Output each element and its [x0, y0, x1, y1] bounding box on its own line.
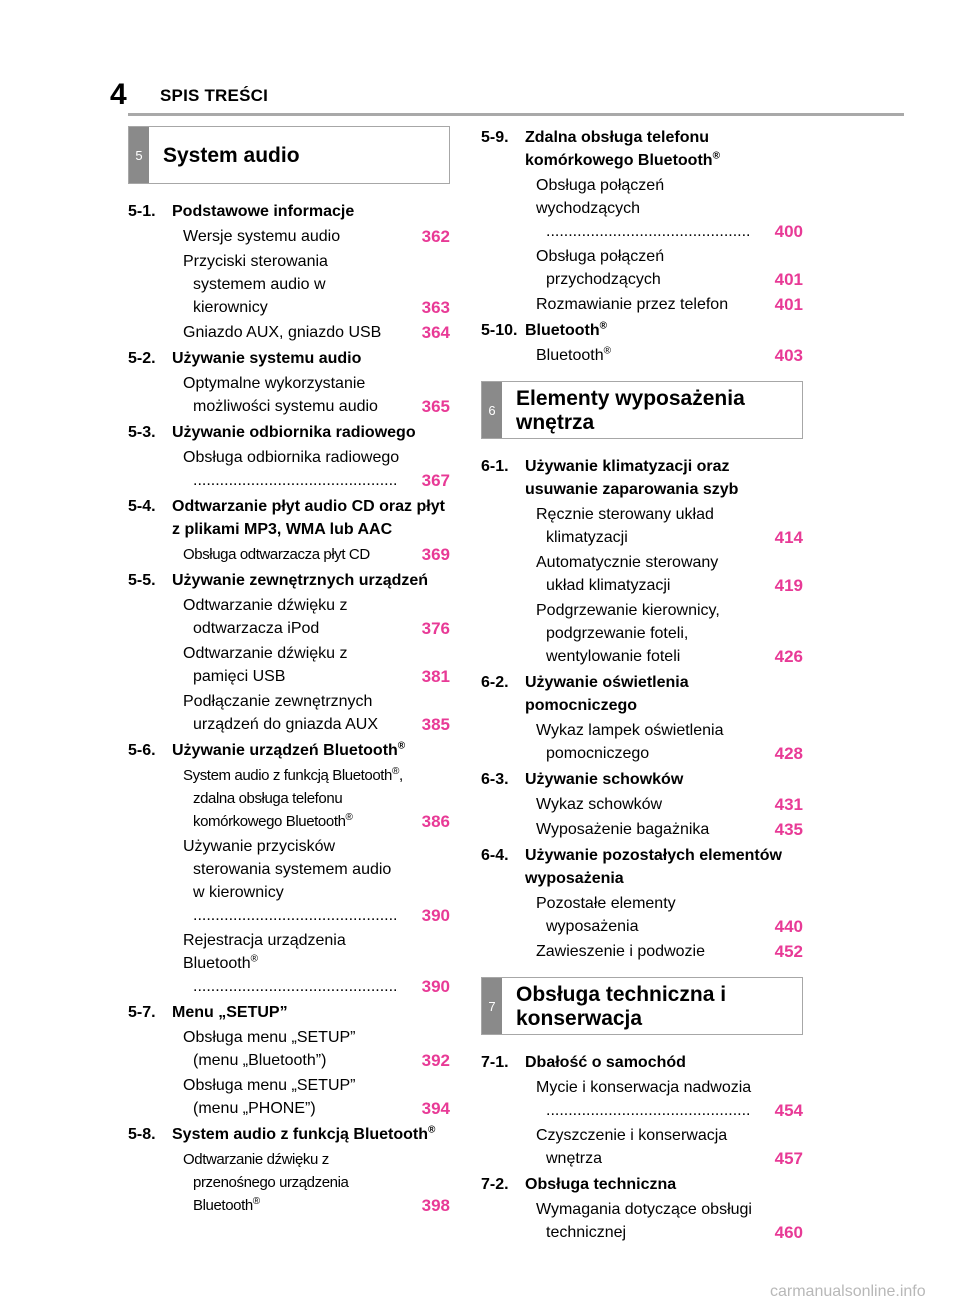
section-heading: 5-10. Bluetooth®	[481, 320, 608, 339]
toc-entry[interactable]: Wykaz lampek oświetlenia pomocniczego 428	[536, 722, 803, 763]
toc-entry[interactable]: Rejestracja urządzenia Bluetooth® .............................................. 390	[183, 932, 450, 996]
section-heading: 5-7. Menu „SETUP”	[128, 1004, 288, 1021]
toc-entry[interactable]: Odtwarzanie dźwięku z odtwarzacza iPod 376	[183, 597, 450, 638]
chapter-title: Elementy wyposażenia wnętrza	[516, 387, 745, 434]
page-link[interactable]: 440	[774, 917, 803, 936]
page-link[interactable]: 369	[421, 545, 450, 564]
toc-entry[interactable]: Podgrzewanie kierownicy, podgrzewanie foteli, wentylowanie foteli 426	[536, 602, 803, 666]
chapter-tab: 7	[482, 978, 502, 1034]
toc-entry[interactable]: Odtwarzanie dźwięku z pamięci USB 381	[183, 645, 450, 686]
toc-entry[interactable]: Wyposażenie bagażnika 435	[536, 820, 803, 839]
toc-entry[interactable]: Optymalne wykorzystanie możliwości systemu audio 365	[183, 375, 450, 416]
toc-entry[interactable]: Mycie i konserwacja nadwozia .............................................. 454	[536, 1079, 803, 1120]
section-heading: 6-2. Używanie oświetlenia pomocniczego	[481, 674, 689, 714]
toc-entry[interactable]: Przyciski sterowania systemem audio w kierownicy 363	[183, 253, 450, 317]
section-heading: 5-5. Używanie zewnętrznych urządzeń	[128, 572, 429, 589]
toc-entry[interactable]: Wymagania dotyczące obsługi technicznej 460	[536, 1201, 803, 1242]
page-link[interactable]: 414	[774, 528, 803, 547]
watermark: carmanualsonline.info	[770, 1283, 926, 1300]
page-link[interactable]: 431	[774, 795, 803, 814]
toc-entry[interactable]: Zawieszenie i podwozie 452	[536, 942, 803, 961]
page-link[interactable]: 362	[421, 227, 450, 246]
toc-entry[interactable]: Obsługa menu „SETUP” (menu „Bluetooth”) 392	[183, 1029, 450, 1070]
page-link[interactable]: 452	[774, 942, 803, 961]
toc-column-left	[128, 126, 450, 1217]
page-link[interactable]: 457	[774, 1149, 803, 1168]
page-link[interactable]: 401	[774, 295, 803, 314]
section-heading: 5-1. Podstawowe informacje	[128, 203, 355, 220]
page-link[interactable]: 394	[421, 1099, 450, 1118]
page-link[interactable]: 386	[421, 812, 450, 831]
toc-entry[interactable]: Odtwarzanie dźwięku z przenośnego urządzenia Bluetooth® 398	[183, 1151, 450, 1215]
chapter-box-7[interactable]	[481, 977, 803, 1035]
toc-entry[interactable]: Podłączanie zewnętrznych urządzeń do gniazda AUX 385	[183, 693, 450, 734]
toc-entry[interactable]: Obsługa odtwarzacza płyt CD 369	[183, 545, 450, 564]
page-link[interactable]: 454	[774, 1101, 803, 1120]
chapter-box-6[interactable]	[481, 381, 803, 439]
section-heading: 5-9. Zdalna obsługa telefonu komórkowego Bluetooth®	[481, 129, 720, 169]
section-heading: 5-3. Używanie odbiornika radiowego	[128, 424, 416, 441]
page-link[interactable]: 367	[421, 471, 450, 490]
page-link[interactable]: 385	[421, 715, 450, 734]
page-link[interactable]: 381	[421, 667, 450, 686]
section-heading: 6-4. Używanie pozostałych elementów wyposażenia	[481, 847, 782, 887]
header-rule	[128, 113, 904, 116]
page-link[interactable]: 392	[421, 1051, 450, 1070]
page-link[interactable]: 363	[421, 298, 450, 317]
toc-column-right	[481, 126, 803, 1244]
page-link[interactable]: 400	[774, 222, 803, 241]
page-link[interactable]: 401	[774, 270, 803, 289]
page-link[interactable]: 390	[421, 906, 450, 925]
page-number: 4	[110, 78, 127, 111]
page-link[interactable]: 365	[421, 397, 450, 416]
chapter-title: Obsługa techniczna i konserwacja	[516, 983, 727, 1030]
chapter-box-5[interactable]	[128, 126, 450, 184]
section-heading: 7-1. Dbałość o samochód	[481, 1054, 686, 1071]
section-heading: 5-8. System audio z funkcją Bluetooth®	[128, 1124, 436, 1143]
section-heading: 6-3. Używanie schowków	[481, 771, 684, 788]
section-heading: 7-2. Obsługa techniczna	[481, 1176, 677, 1193]
toc-entry[interactable]: Ręcznie sterowany układ klimatyzacji 414	[536, 506, 803, 547]
page-title: SPIS TREŚCI	[160, 86, 269, 105]
toc-entry[interactable]: Obsługa menu „SETUP” (menu „PHONE”) 394	[183, 1077, 450, 1118]
page-link[interactable]: 460	[774, 1223, 803, 1242]
section-heading: 5-4. Odtwarzanie płyt audio CD oraz płyt z plikami MP3, WMA lub AAC	[128, 498, 445, 538]
page-link[interactable]: 390	[421, 977, 450, 996]
toc-entry[interactable]: Używanie przycisków sterowania systemem audio w kierownicy .............................................. 390	[183, 838, 450, 925]
toc-entry[interactable]: Wersje systemu audio 362	[183, 227, 450, 246]
toc-entry[interactable]: Automatycznie sterowany układ klimatyzacji 419	[536, 554, 803, 595]
page-link[interactable]: 364	[421, 323, 450, 342]
page-link[interactable]: 403	[774, 346, 803, 365]
chapter-tab: 6	[482, 382, 502, 438]
page-link[interactable]: 398	[421, 1196, 450, 1215]
toc-entry[interactable]: System audio z funkcją Bluetooth®, zdalna obsługa telefonu komórkowego Bluetooth® 386	[183, 766, 450, 831]
page-link[interactable]: 376	[421, 619, 450, 638]
toc-entry[interactable]: Obsługa połączeń wychodzących .............................................. 400	[536, 177, 803, 241]
page-link[interactable]: 435	[774, 820, 803, 839]
section-heading: 6-1. Używanie klimatyzacji oraz usuwanie zaparowania szyb	[481, 458, 739, 498]
toc-entry[interactable]: Gniazdo AUX, gniazdo USB 364	[183, 323, 450, 342]
toc-entry[interactable]: Pozostałe elementy wyposażenia 440	[536, 895, 803, 936]
section-heading: 5-6. Używanie urządzeń Bluetooth®	[128, 740, 406, 759]
section-heading: 5-2. Używanie systemu audio	[128, 350, 362, 367]
toc-entry[interactable]: Obsługa odbiornika radiowego .............................................. 367	[183, 449, 450, 490]
toc-entry[interactable]: Rozmawianie przez telefon 401	[536, 295, 803, 314]
page-link[interactable]: 419	[774, 576, 803, 595]
toc-entry[interactable]: Bluetooth® 403	[536, 345, 803, 365]
chapter-title: System audio	[163, 144, 300, 167]
toc-entry[interactable]: Wykaz schowków 431	[536, 795, 803, 814]
page-link[interactable]: 428	[774, 744, 803, 763]
page-link[interactable]: 426	[774, 647, 803, 666]
chapter-tab: 5	[129, 127, 149, 183]
toc-entry[interactable]: Obsługa połączeń przychodzących 401	[536, 248, 803, 289]
toc-entry[interactable]: Czyszczenie i konserwacja wnętrza 457	[536, 1127, 803, 1168]
